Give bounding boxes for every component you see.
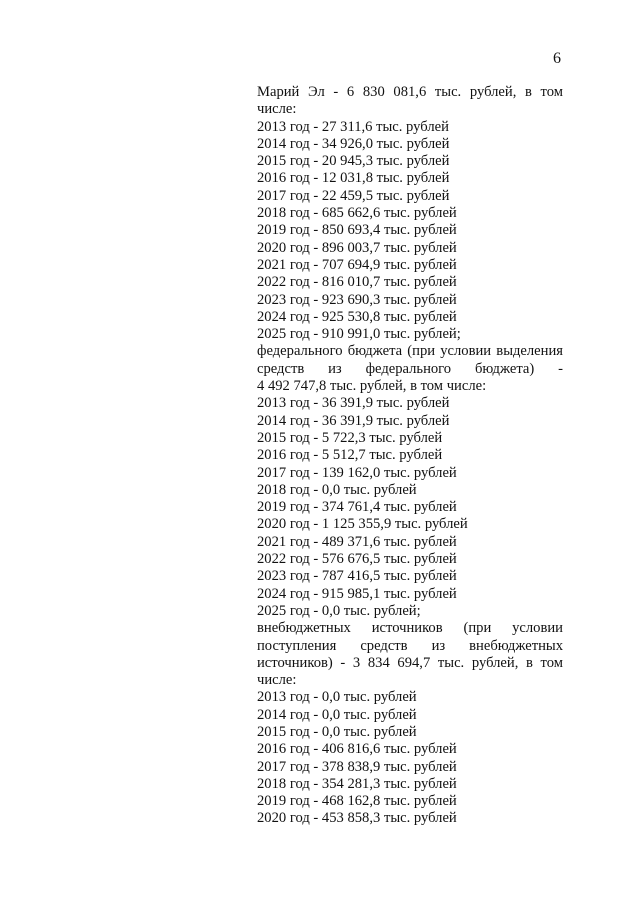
year-line: 2018 год - 354 281,3 тыс. рублей bbox=[257, 775, 457, 792]
page-number: 6 bbox=[553, 50, 561, 67]
year-line: 2020 год - 453 858,3 тыс. рублей bbox=[257, 810, 457, 827]
year-line: 2021 год - 707 694,9 тыс. рублей bbox=[257, 256, 457, 273]
year-line: 2018 год - 0,0 тыс. рублей bbox=[257, 481, 417, 498]
year-line: 2015 год - 0,0 тыс. рублей bbox=[257, 723, 417, 740]
year-line: 2019 год - 374 761,4 тыс. рублей bbox=[257, 499, 457, 516]
document-body bbox=[257, 84, 563, 828]
year-list-marij-el bbox=[257, 119, 563, 344]
year-line: 2015 год - 5 722,3 тыс. рублей bbox=[257, 429, 443, 446]
year-line: 2013 год - 0,0 тыс. рублей bbox=[257, 689, 417, 706]
year-line: 2025 год - 910 991,0 тыс. рублей; bbox=[257, 326, 461, 343]
year-line: 2014 год - 34 926,0 тыс. рублей bbox=[257, 135, 450, 152]
year-line: 2017 год - 139 162,0 тыс. рублей bbox=[257, 464, 457, 481]
year-line: 2016 год - 5 512,7 тыс. рублей bbox=[257, 447, 443, 464]
year-line: 2019 год - 468 162,8 тыс. рублей bbox=[257, 793, 457, 810]
text-line: числе: bbox=[257, 101, 297, 118]
year-line: 2019 год - 850 693,4 тыс. рублей bbox=[257, 222, 457, 239]
text-line: средств из федерального бюджета) - bbox=[257, 360, 563, 377]
year-line: 2020 год - 1 125 355,9 тыс. рублей bbox=[257, 516, 468, 533]
year-line: 2025 год - 0,0 тыс. рублей; bbox=[257, 602, 421, 619]
year-line: 2017 год - 22 459,5 тыс. рублей bbox=[257, 187, 450, 204]
text-line: источников) - 3 834 694,7 тыс. рублей, в том bbox=[257, 654, 563, 671]
year-line: 2022 год - 576 676,5 тыс. рублей bbox=[257, 551, 457, 568]
year-line: 2024 год - 925 530,8 тыс. рублей bbox=[257, 308, 457, 325]
year-line: 2023 год - 923 690,3 тыс. рублей bbox=[257, 291, 457, 308]
year-line: 2013 год - 36 391,9 тыс. рублей bbox=[257, 395, 450, 412]
year-line: 2020 год - 896 003,7 тыс. рублей bbox=[257, 239, 457, 256]
text-line: 4 492 747,8 тыс. рублей, в том числе: bbox=[257, 378, 487, 395]
year-line: 2014 год - 0,0 тыс. рублей bbox=[257, 706, 417, 723]
year-line: 2023 год - 787 416,5 тыс. рублей bbox=[257, 568, 457, 585]
year-line: 2016 год - 12 031,8 тыс. рублей bbox=[257, 170, 450, 187]
year-list-federal bbox=[257, 395, 563, 620]
year-line: 2014 год - 36 391,9 тыс. рублей bbox=[257, 412, 450, 429]
year-line: 2024 год - 915 985,1 тыс. рублей bbox=[257, 585, 457, 602]
year-line: 2015 год - 20 945,3 тыс. рублей bbox=[257, 153, 450, 170]
text-line: федерального бюджета (при условии выделения bbox=[257, 343, 563, 360]
year-line: 2021 год - 489 371,6 тыс. рублей bbox=[257, 533, 457, 550]
year-line: 2018 год - 685 662,6 тыс. рублей bbox=[257, 205, 457, 222]
year-line: 2013 год - 27 311,6 тыс. рублей bbox=[257, 118, 449, 135]
text-line: внебюджетных источников (при условии bbox=[257, 620, 563, 637]
year-line: 2022 год - 816 010,7 тыс. рублей bbox=[257, 274, 457, 291]
year-line: 2017 год - 378 838,9 тыс. рублей bbox=[257, 758, 457, 775]
year-line: 2016 год - 406 816,6 тыс. рублей bbox=[257, 741, 457, 758]
year-list-extrabudget bbox=[257, 689, 563, 827]
text-line: числе: bbox=[257, 672, 297, 689]
text-line: поступления средств из внебюджетных bbox=[257, 637, 563, 654]
text-line: Марий Эл - 6 830 081,6 тыс. рублей, в том bbox=[257, 84, 563, 100]
